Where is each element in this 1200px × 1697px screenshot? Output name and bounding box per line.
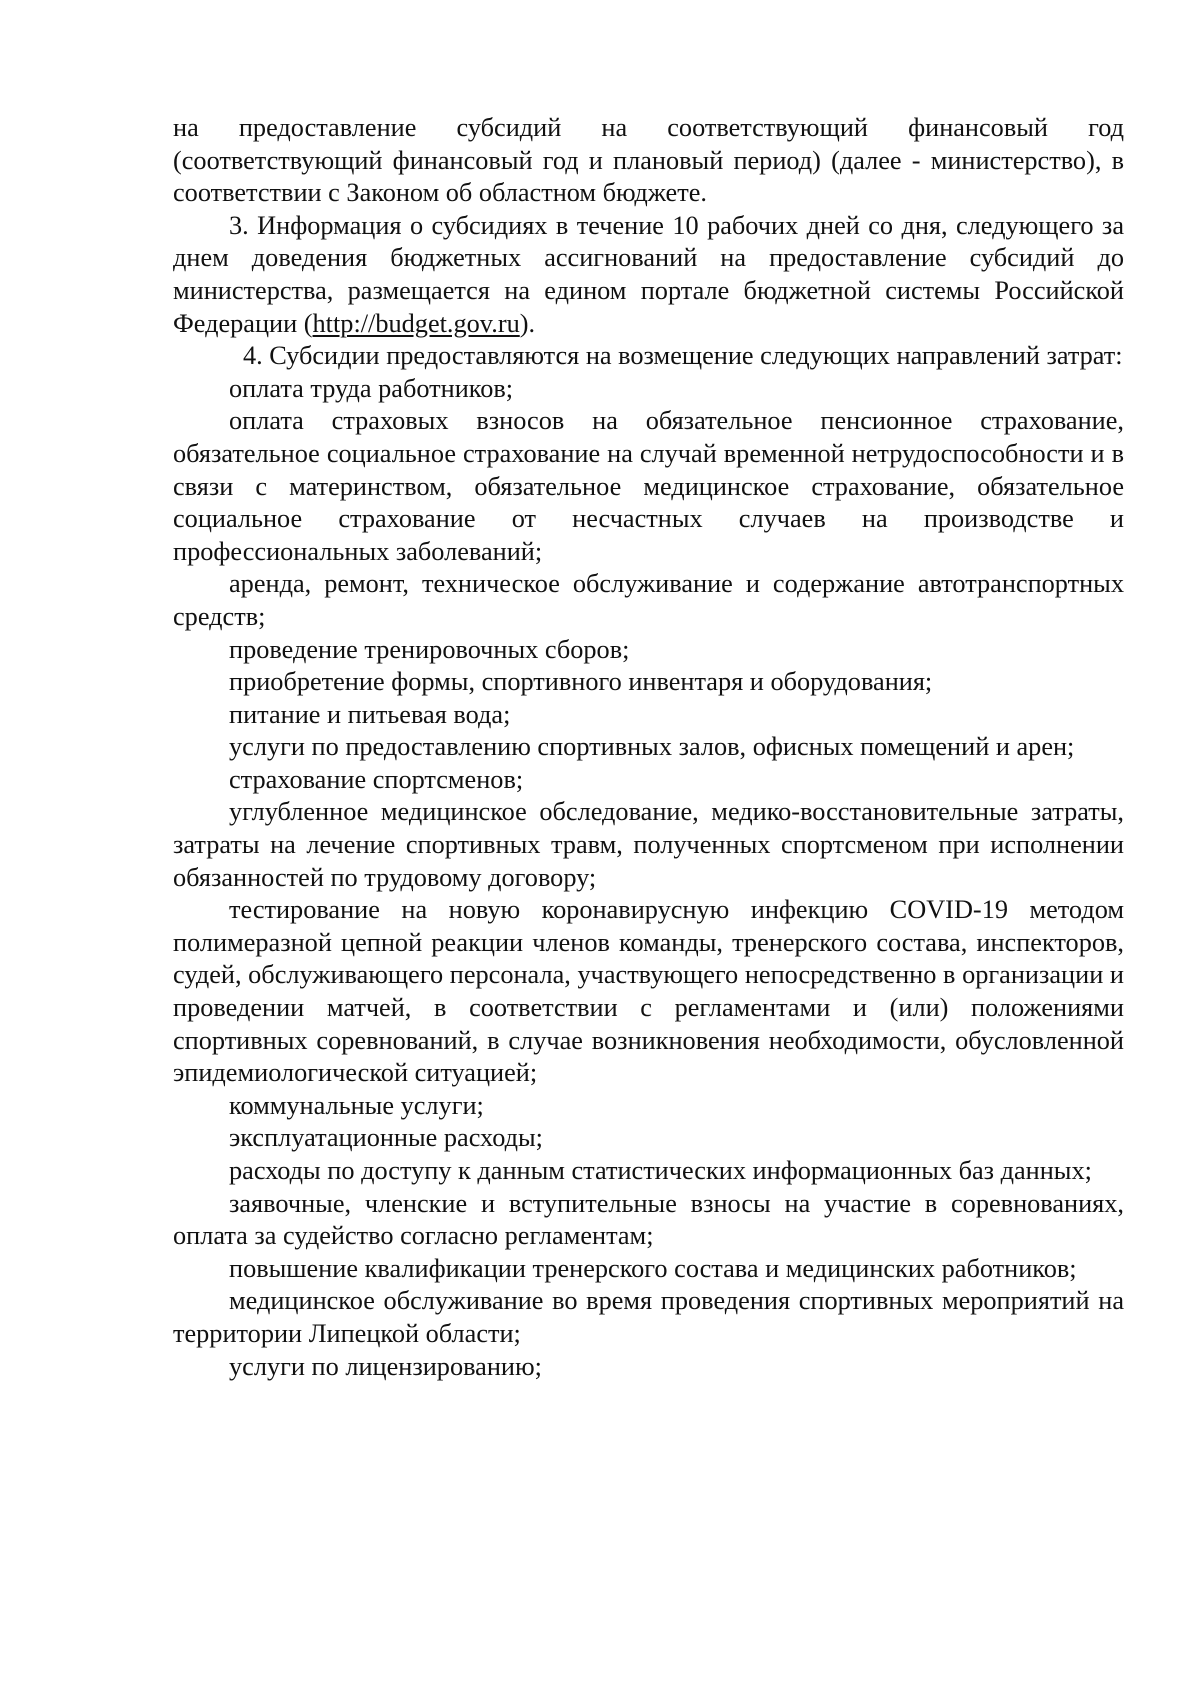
list-item-insurance-contributions: оплата страховых взносов на обязательное пенсионное страхование, обязательное социальное страхование на случай временной нетрудоспособности и в связи с материнством, обязательное медицинское страхование, обязательное социальное страхование от несчастных случаев на производстве и профессиональных заболеваний;: [173, 406, 1124, 566]
list-item-licensing: услуги по лицензированию;: [229, 1351, 542, 1381]
list-item-operating-expenses: эксплуатационные расходы;: [229, 1123, 543, 1153]
list-item-halls-arenas: услуги по предоставлению спортивных залов, офисных помещений и арен;: [229, 732, 1075, 762]
list-item-labor-payment: оплата труда работников;: [229, 373, 514, 403]
list-item-utilities: коммунальные услуги;: [229, 1090, 484, 1120]
link-suffix: ).: [519, 308, 536, 338]
list-item-training-camps: проведение тренировочных сборов;: [229, 634, 630, 664]
document-page: [173, 112, 1124, 1383]
budget-portal-link[interactable]: http://budget.gov.ru: [312, 308, 520, 338]
list-item-entry-fees: заявочные, членские и вступительные взносы на участие в соревнованиях, оплата за судейство согласно регламентам;: [173, 1188, 1124, 1251]
paragraph-subsidy-info: [173, 210, 1124, 340]
list-item-food-water: питание и питьевая вода;: [229, 699, 511, 729]
list-item-equipment: приобретение формы, спортивного инвентаря и оборудования;: [229, 667, 933, 697]
list-item-statistical-databases: расходы по доступу к данным статистических информационных баз данных;: [229, 1156, 1092, 1185]
paragraph-ministry-definition: на предоставление субсидий на соответствующий финансовый год (соответствующий финансовый год и плановый период) (далее - министерство), в соответствии с Законом об областном бюджете.: [173, 113, 1124, 208]
list-item-medical-service: медицинское обслуживание во время проведения спортивных мероприятий на территории Липецкой области;: [173, 1286, 1124, 1348]
list-item-medical-examination: углубленное медицинское обследование, медико-восстановительные затраты, затраты на лечение спортивных травм, полученных спортсменом при исполнении обязанностей по трудовому договору;: [173, 797, 1124, 892]
list-item-vehicles: аренда, ремонт, техническое обслуживание и содержание автотранспортных средств;: [173, 569, 1124, 631]
list-item-covid-testing: тестирование на новую коронавирусную инфекцию COVID-19 методом полимеразной цепной реакции членов команды, тренерского состава, инспекторов, судей, обслуживающего персонала, участвующего непосредственно в организации и проведении матчей, в соответствии с регламентами и (или) положениями спортивных соревнований, в случае возникновения необходимости, обусловленной эпидемиологической ситуацией;: [173, 895, 1124, 1088]
paragraph-subsidy-directions: 4. Субсидии предоставляются на возмещение следующих направлений затрат:: [243, 341, 1123, 371]
paragraph-subsidy-info-text: 3. Информация о субсидиях в течение 10 рабочих дней со дня, следующего за днем доведения бюджетных ассигнований на предоставление субсидий до министерства, размещается на едином портале бюджетной системы Российской Федерации (: [173, 210, 1124, 338]
list-item-qualification: повышение квалификации тренерского состава и медицинских работников;: [229, 1253, 1077, 1283]
list-item-athlete-insurance: страхование спортсменов;: [229, 764, 524, 794]
